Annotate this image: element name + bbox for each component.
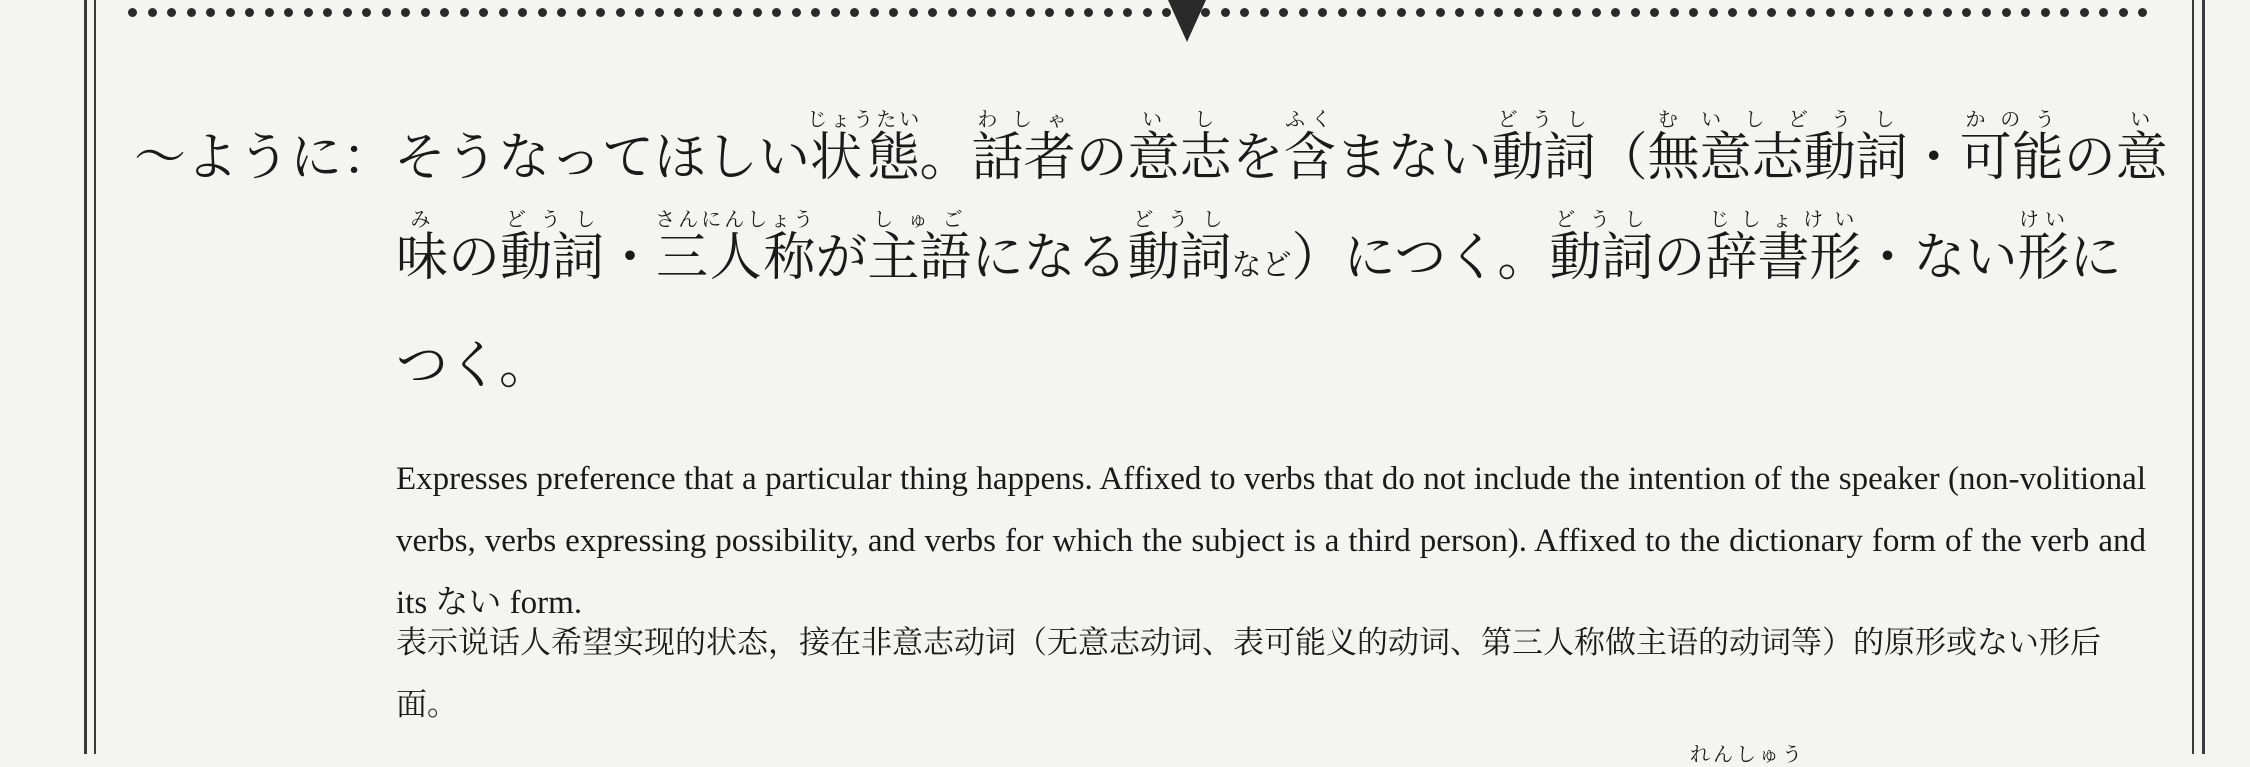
jp-text: が	[815, 228, 868, 288]
divider-dot	[577, 8, 586, 17]
jp-text: の	[448, 228, 501, 288]
divider-dot	[1611, 8, 1620, 17]
jp-text: の	[2063, 128, 2116, 188]
divider-dot	[1338, 8, 1347, 17]
divider-dot	[2041, 8, 2050, 17]
divider-dot	[1377, 8, 1386, 17]
divider-dot	[1084, 8, 1093, 17]
jp-line-1	[134, 107, 2168, 208]
ruby-word: 形けい	[2017, 207, 2070, 288]
jp-line-3: つく。	[396, 336, 551, 396]
jp-small-text: など	[1231, 248, 1292, 283]
divider-dot	[479, 8, 488, 17]
ruby-word: 動詞どうし	[1491, 107, 1596, 188]
divider-dot	[1650, 8, 1659, 17]
jp-line-2	[134, 208, 2154, 316]
divider-dot	[1728, 8, 1737, 17]
frame-left-inner-line	[94, 0, 96, 754]
frame-left-outer-line	[84, 0, 87, 754]
divider-dot	[421, 8, 430, 17]
divider-dot	[753, 8, 762, 17]
ruby-word: 動詞どうし	[500, 207, 605, 288]
divider-dot	[928, 8, 937, 17]
divider-dot	[401, 8, 410, 17]
divider-dot	[1026, 8, 1035, 17]
divider-dot	[1689, 8, 1698, 17]
divider-dot	[1865, 8, 1874, 17]
divider-dot	[694, 8, 703, 17]
jp-text: ）につく。	[1291, 228, 1550, 288]
divider-dot	[1357, 8, 1366, 17]
ruby-word: 状態じょうたい	[807, 107, 923, 188]
divider-dot	[1514, 8, 1523, 17]
divider-dot	[1006, 8, 1015, 17]
jp-text: 。	[919, 128, 972, 188]
divider-dot	[362, 8, 371, 17]
divider-dot	[226, 8, 235, 17]
divider-dot	[1240, 8, 1249, 17]
divider-dot	[967, 8, 976, 17]
jp-text: になる	[971, 228, 1128, 288]
ruby-word: 三人称さんにんしょう	[655, 207, 817, 288]
divider-dot	[265, 8, 274, 17]
divider-dot	[2021, 8, 2030, 17]
divider-dot	[518, 8, 527, 17]
divider-dot	[1572, 8, 1581, 17]
divider-dot	[1826, 8, 1835, 17]
divider-dot	[557, 8, 566, 17]
divider-dot	[1299, 8, 1308, 17]
divider-dot	[538, 8, 547, 17]
jp-text: の	[1075, 128, 1128, 188]
divider-dot	[1123, 8, 1132, 17]
divider-dot	[1670, 8, 1679, 17]
divider-dot	[1923, 8, 1932, 17]
divider-dot	[792, 8, 801, 17]
jp-text: に	[2069, 228, 2122, 288]
ruby-word: 動詞どうし	[1549, 207, 1654, 288]
jp-text: を	[1231, 128, 1284, 188]
divider-dot	[167, 8, 176, 17]
divider-dot	[733, 8, 742, 17]
frame-right-outer-line	[2202, 0, 2205, 754]
divider-dot	[1767, 8, 1776, 17]
divider-dot	[284, 8, 293, 17]
divider-dot	[1806, 8, 1815, 17]
jp-text: まない	[1335, 128, 1492, 188]
ruby-word: 味み	[396, 207, 449, 288]
divider-dot	[635, 8, 644, 17]
divider-dot	[2099, 8, 2108, 17]
divider-dot	[2060, 8, 2069, 17]
divider-dot	[304, 8, 313, 17]
divider-dot	[870, 8, 879, 17]
dotted-divider	[128, 2, 2148, 22]
divider-dot	[889, 8, 898, 17]
divider-dot	[1904, 8, 1913, 17]
ruby-word: 主語しゅご	[867, 207, 972, 288]
divider-dot	[1475, 8, 1484, 17]
divider-dot	[987, 8, 996, 17]
ruby-word: 無意志動詞むいしどうし	[1647, 107, 1908, 188]
divider-dot	[440, 8, 449, 17]
divider-dot	[1455, 8, 1464, 17]
divider-dot	[2002, 8, 2011, 17]
divider-dot	[1279, 8, 1288, 17]
divider-dot	[245, 8, 254, 17]
divider-dot	[1982, 8, 1991, 17]
divider-dot	[1436, 8, 1445, 17]
divider-dot	[1104, 8, 1113, 17]
divider-dot	[1533, 8, 1542, 17]
divider-dot	[499, 8, 508, 17]
grammar-explanation-japanese	[134, 107, 2168, 416]
ruby-word: 辞書形じしょけい	[1705, 207, 1862, 288]
jp-text: ・ない	[1861, 228, 2018, 288]
grammar-pattern: 〜ように：	[134, 128, 395, 188]
divider-dot	[811, 8, 820, 17]
divider-dot	[909, 8, 918, 17]
jp-text: ・	[604, 228, 657, 288]
divider-dot	[382, 8, 391, 17]
divider-dot	[596, 8, 605, 17]
divider-dot	[2080, 8, 2089, 17]
divider-dot	[772, 8, 781, 17]
divider-dot	[323, 8, 332, 17]
divider-dot	[1318, 8, 1327, 17]
divider-dot	[206, 8, 215, 17]
divider-dot	[1748, 8, 1757, 17]
divider-dot	[1962, 8, 1971, 17]
divider-dot	[1065, 8, 1074, 17]
divider-dot	[1884, 8, 1893, 17]
divider-dot	[713, 8, 722, 17]
jp-text: の	[1653, 228, 1706, 288]
divider-dot	[1592, 8, 1601, 17]
divider-dot	[1943, 8, 1952, 17]
divider-dot	[1045, 8, 1054, 17]
ruby-word: 含ふく	[1283, 107, 1336, 188]
divider-dot	[1494, 8, 1503, 17]
divider-dot	[1787, 8, 1796, 17]
triangle-notch-icon	[1168, 0, 1206, 42]
divider-dot	[674, 8, 683, 17]
ruby-word: 意志いし	[1127, 107, 1232, 188]
cutoff-ruby-text: れんしゅう	[1690, 742, 1805, 766]
divider-dot	[850, 8, 859, 17]
divider-dot	[343, 8, 352, 17]
divider-dot	[1397, 8, 1406, 17]
divider-dot	[616, 8, 625, 17]
divider-dot	[460, 8, 469, 17]
ruby-word: 動詞どうし	[1127, 207, 1232, 288]
frame-right-inner-line	[2192, 0, 2194, 754]
divider-dot	[1631, 8, 1640, 17]
divider-dot	[187, 8, 196, 17]
divider-dot	[148, 8, 157, 17]
ruby-word: 可能かのう	[1959, 107, 2064, 188]
divider-dot	[1416, 8, 1425, 17]
divider-dot	[1143, 8, 1152, 17]
divider-dot	[1845, 8, 1854, 17]
jp-text: ・	[1907, 128, 1960, 188]
divider-dot	[1260, 8, 1269, 17]
divider-dot	[655, 8, 664, 17]
divider-dot	[831, 8, 840, 17]
divider-dot	[1709, 8, 1718, 17]
ruby-word: 話者わしゃ	[971, 107, 1076, 188]
divider-dot	[948, 8, 957, 17]
english-explanation: Expresses preference that a particular thing happens. Affixed to verbs that do not include the intention of the speaker (non-volitional verbs, verbs expressing possibility, and verbs for which the subject is a third person). Affixed to the dictionary form of the verb and its ない form.	[396, 461, 2146, 621]
divider-dot	[2119, 8, 2128, 17]
ruby-word: 意い	[2115, 107, 2168, 188]
jp-text: （	[1595, 128, 1648, 188]
divider-dot	[1221, 8, 1230, 17]
jp-text: そうなってほしい	[394, 128, 811, 188]
chinese-explanation: 表示说话人希望实现的状态，接在非意志动词（无意志动词、表可能义的动词、第三人称做主语的动词等）的原形或ない形后面。	[396, 625, 2101, 723]
divider-dot	[1553, 8, 1562, 17]
divider-dot	[2138, 8, 2147, 17]
divider-dot	[128, 8, 137, 17]
